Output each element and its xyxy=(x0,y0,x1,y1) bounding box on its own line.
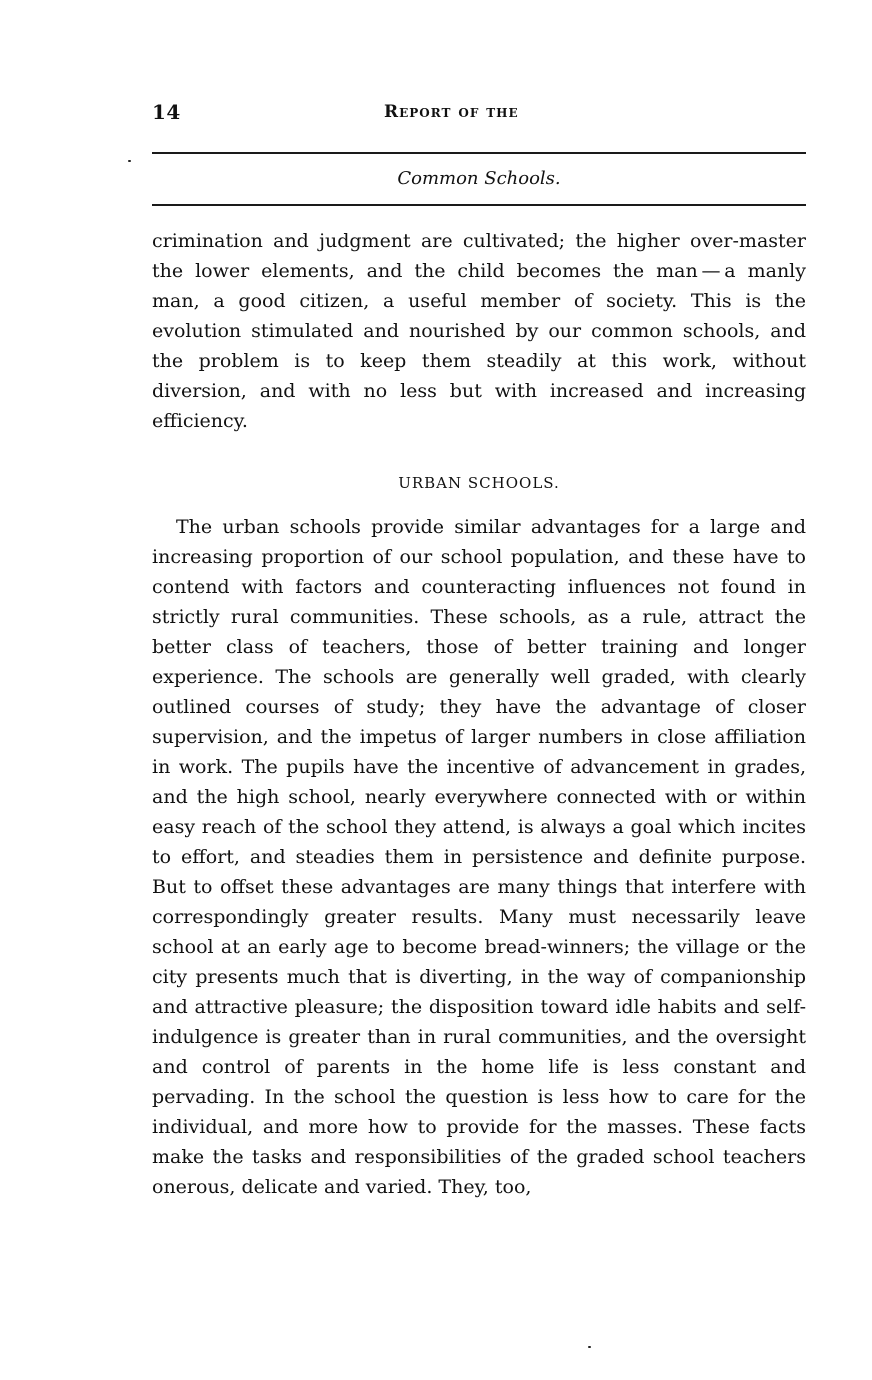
page-number: 14 xyxy=(152,100,181,124)
scan-speck xyxy=(588,1346,591,1348)
section-title: Common Schools. xyxy=(397,168,561,189)
header-rule-bottom xyxy=(152,204,806,206)
paragraph-urban-schools: The urban schools provide similar advantages for a large and increasing proportion of our school population, and these have to contend with factors and counteracting influences not found in strictly rural communities. These schools, as a rule, attract the better class of teachers, those of better training and longer experience. The schools are generally well graded, with clearly outlined courses of study; they have the advantage of closer supervision, and the impetus of larger numbers in close affiliation in work. The pupils have the incentive of advancement in grades, and the high school, nearly everywhere connected with or within easy reach of the school they attend, is always a goal which incites to effort, and steadies them in persistence and definite purpose. But to offset these advantages are many things that interfere with correspondingly greater results. Many must necessarily leave school at an early age to become bread-winners; the village or the city presents much that is diverting, in the way of companionship and attractive pleasure; the disposition toward idle habits and self-indulgence is greater than in rural communities, and the oversight and control of parents in the home life is less constant and pervading. In the school the question is less how to care for the individual, and more how to provide for the masses. These facts make the tasks and responsibilities of the graded school teachers onerous, delicate and varied. They, too, xyxy=(152,516,806,1198)
scan-speck xyxy=(128,160,131,162)
running-head: Report of the xyxy=(384,102,519,122)
header-rule-top xyxy=(152,152,806,154)
paragraph-continuation: crimination and judgment are cultivated; the higher over-master the lower elements, and the child becomes the man — a manly man, a good citizen, a useful member of society. This is the evolution stimulated and nourished by our common schools, and the problem is to keep them steadily at this work, without diversion, and with no less but with increased and increasing efficiency. xyxy=(152,230,806,432)
page-header xyxy=(152,100,806,130)
subheading-urban-schools: URBAN SCHOOLS. xyxy=(398,474,560,492)
